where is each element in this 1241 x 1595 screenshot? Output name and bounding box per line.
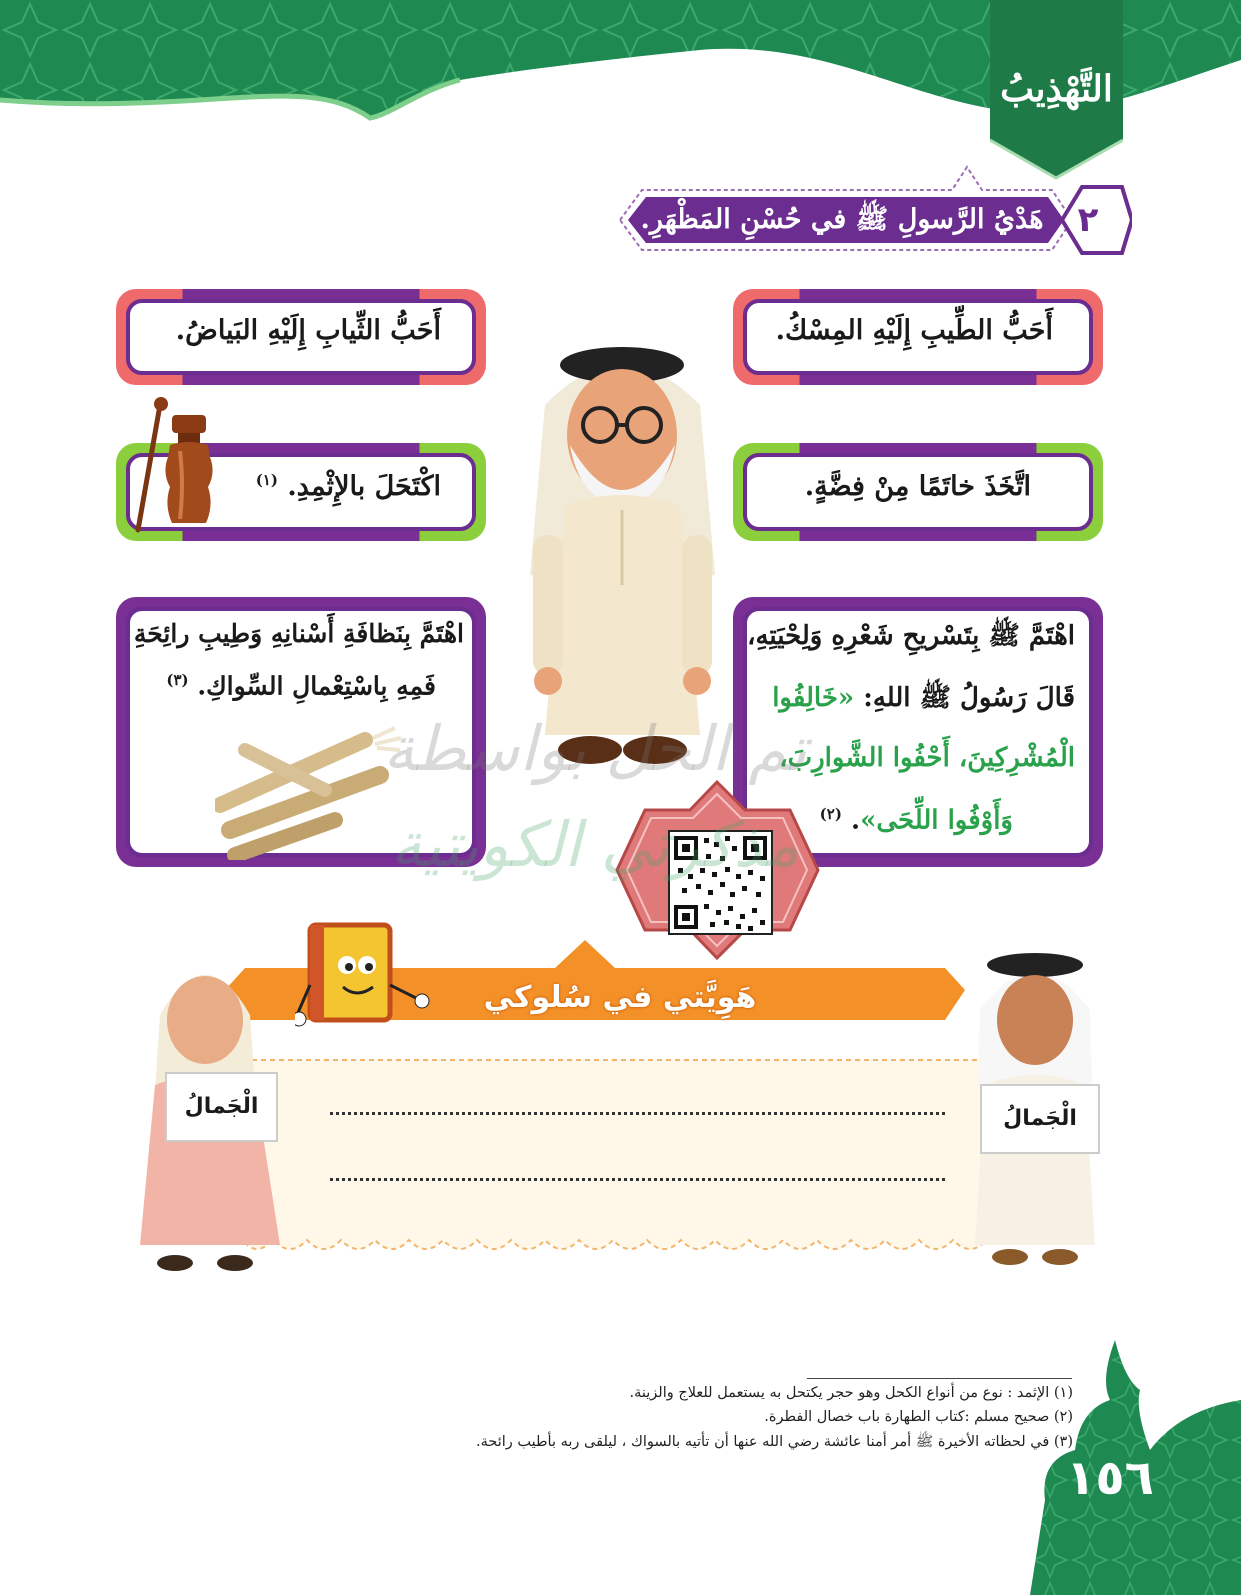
card-ring-text: اتَّخَذَ خاتَمًا مِنْ فِضَّةٍ.	[804, 471, 1031, 502]
card-hair-line1: اهْتَمَّ ﷺ بِتَسْريحِ شَعْرِهِ وَلِحْيَتِهِ،	[747, 621, 1075, 651]
lesson-number: ٢	[1077, 200, 1099, 240]
card-teeth-line1: اهْتَمَّ بِنَظافَةِ أَسْنانِهِ وَطِيبِ رائِحَةِ	[133, 619, 464, 648]
card-clothes-text: أَحَبُّ الثِّيابِ إِلَيْهِ البَياضُ.	[175, 315, 441, 346]
answer-line-1[interactable]	[330, 1112, 945, 1115]
footnote-2: (٢) صحيح مسلم :كتاب الطهارة باب خصال الفطرة.	[764, 1409, 1073, 1425]
answer-line-2[interactable]	[330, 1178, 945, 1181]
kohl-bottle-image	[130, 395, 220, 535]
card-clothes	[116, 289, 486, 385]
footnote-ref-2: (٢)	[819, 805, 842, 823]
card-ring	[733, 443, 1103, 541]
lesson-title: هَدْيُ الرَّسولِ ﷺ في حُسْنِ المَظْهَرِ.	[640, 204, 1044, 235]
girl-sign: الْجَمالُ	[165, 1072, 278, 1142]
watermark-line2: مذكرتي الكويتية	[390, 808, 800, 881]
footnote-ref-1: (١)	[255, 471, 278, 489]
footnote-1: (١) الإثمد : نوع من أنواع الكحل وهو حجر يكتحل به يستعمل للعلاج والزينة.	[629, 1385, 1073, 1401]
card-perfume	[733, 289, 1103, 385]
behavior-title: هَوِيَّتي في سُلوكي	[483, 980, 757, 1015]
card-hair-line4: وَأَوْفُوا اللِّحَى». $^{(٢)}$	[819, 805, 1013, 836]
card-kohl-text: اكْتَحَلَ بالإِثْمِدِ. $^{(١)}$	[255, 471, 441, 502]
card-hair-line3: الْمُشْرِكِينَ، أَحْفُوا الشَّوارِبَ،	[779, 743, 1075, 773]
elder-man-figure	[515, 325, 730, 775]
card-perfume-text: أَحَبُّ الطِّيبِ إِلَيْهِ المِسْكُ.	[775, 315, 1053, 346]
watermark-line1: تم الحل بواسطة	[383, 712, 807, 785]
boy-sign: الْجَمالُ	[980, 1084, 1100, 1154]
page-number: ١٥٦	[1066, 1450, 1154, 1506]
footnote-3: (٣) في لحظاته الأخيرة ﷺ أمر أمنا عائشة رضي الله عنها أن تأتيه بالسواك ، ليلقى ربه بأطيب رائحة.	[475, 1434, 1073, 1450]
footnote-ref-3: (٣)	[166, 671, 189, 689]
card-hair-line2: قَالَ رَسُولُ ﷺ اللهِ: «خَالِفُوا	[772, 683, 1075, 713]
book-mascot	[295, 915, 430, 1035]
card-teeth-line2: فَمِهِ بِاسْتِعْمالِ السِّواكِ. $^{(٣)}$	[166, 671, 436, 701]
subject-title: التَّهْذِيبُ	[1000, 68, 1113, 110]
